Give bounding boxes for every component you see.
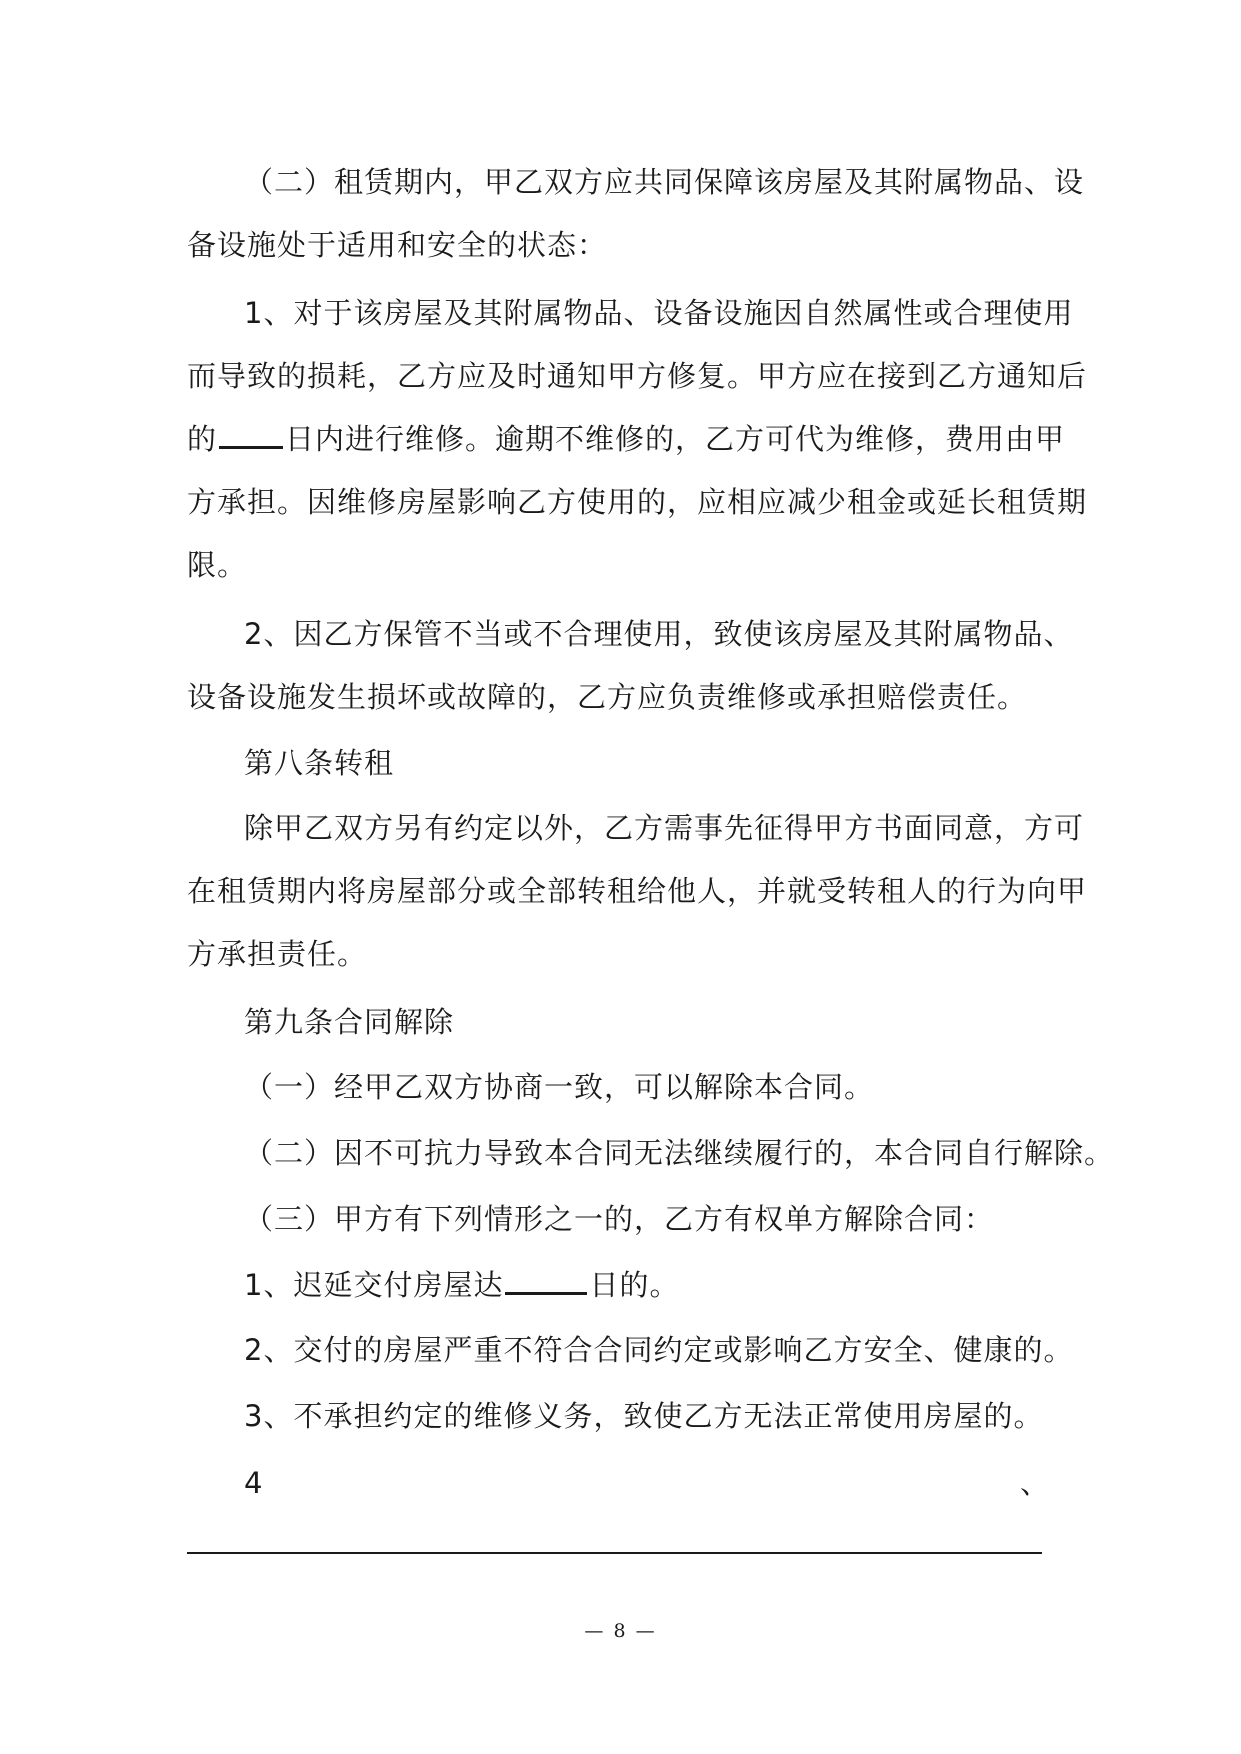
paragraph-line: 方承担责任。 [187,937,368,971]
paragraph-line: 2、交付的房屋严重不符合合同约定或影响乙方安全、健康的。 [244,1333,1074,1367]
paragraph-line: 而导致的损耗，乙方应及时通知甲方修复。甲方应在接到乙方通知后 [187,359,1088,393]
text-segment: 日内进行维修。逾期不维修的，乙方可代为维修，费用由甲 [285,422,1066,456]
section-heading: 第九条合同解除 [244,1005,455,1039]
page-number: — 8 — [584,1620,657,1642]
paragraph-line: 备设施处于适用和安全的状态： [187,228,608,262]
enumeration-mark: 、 [1020,1466,1051,1500]
paragraph-line: （一）经甲乙双方协商一致，可以解除本合同。 [244,1070,875,1104]
paragraph-line: 1、对于该房屋及其附属物品、设备设施因自然属性或合理使用 [244,296,1074,330]
fill-in-blank [505,1270,587,1295]
paragraph-line: 限。 [187,548,248,582]
text-segment: 的 [187,422,218,456]
paragraph-line: 除甲乙双方另有约定以外，乙方需事先征得甲方书面同意，方可 [244,811,1085,845]
fill-in-blank [219,424,283,449]
paragraph-line [244,1265,1144,1305]
text-segment: 日的。 [589,1268,680,1302]
paragraph-line: （二）因不可抗力导致本合同无法继续履行的，本合同自行解除。 [244,1136,1115,1170]
paragraph-line: 3、不承担约定的维修义务，致使乙方无法正常使用房屋的。 [244,1399,1044,1433]
paragraph-line: 2、因乙方保管不当或不合理使用，致使该房屋及其附属物品、 [244,617,1074,651]
paragraph-line: 设备设施发生损坏或故障的，乙方应负责维修或承担赔偿责任。 [187,680,1028,714]
paragraph-line: （三）甲方有下列情形之一的，乙方有权单方解除合同： [244,1202,995,1236]
paragraph-line: 在租赁期内将房屋部分或全部转租给他人，并就受转租人的行为向甲 [187,874,1088,908]
item-number: 4 [244,1466,264,1500]
paragraph-line: 方承担。因维修房屋影响乙方使用的，应相应减少租金或延长租赁期 [187,485,1088,519]
section-heading: 第八条转租 [244,746,395,780]
paragraph-line: （二）租赁期内，甲乙双方应共同保障该房屋及其附属物品、设 [244,165,1085,199]
paragraph-line [187,419,1087,459]
text-segment: 1、迟延交付房屋达 [244,1268,504,1302]
fill-in-rule [187,1552,1042,1554]
